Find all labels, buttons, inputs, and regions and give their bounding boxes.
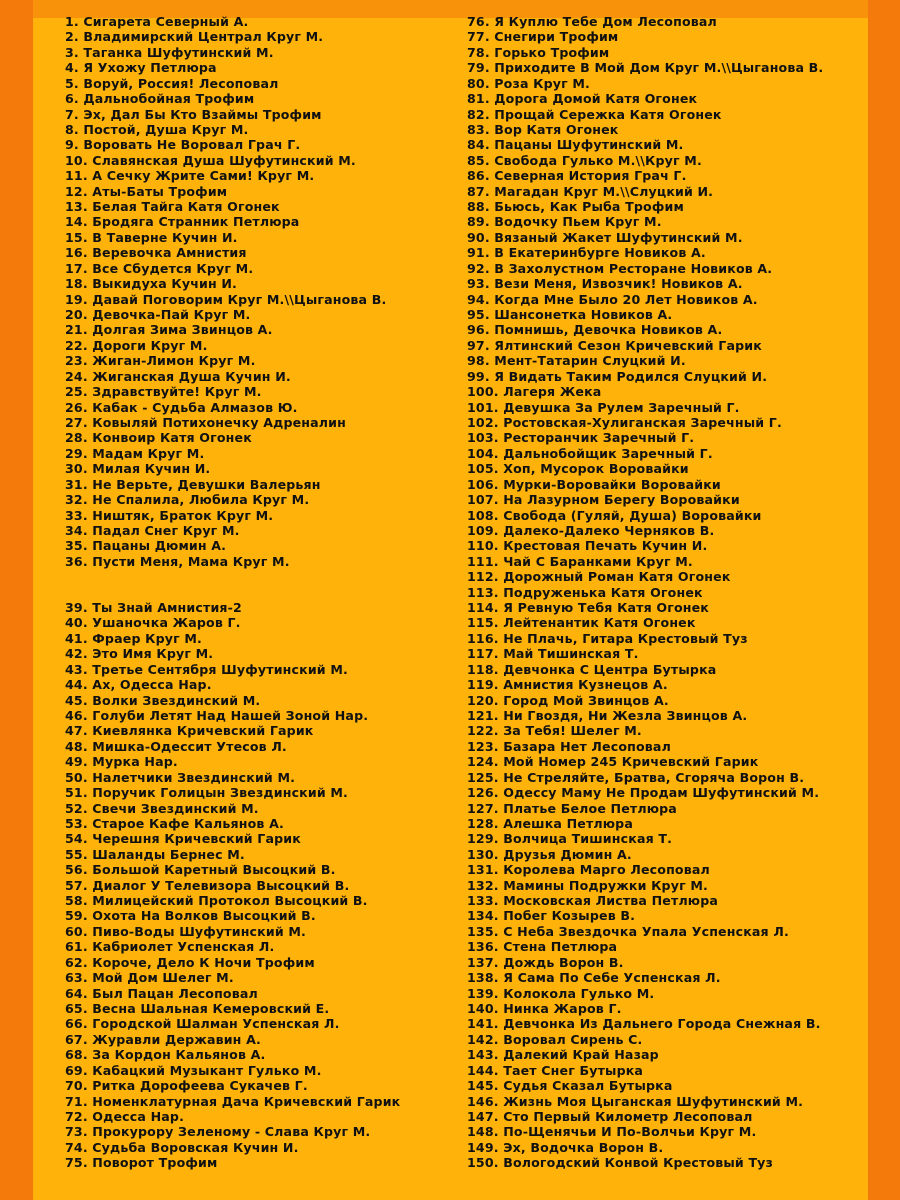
track-item: 66. Городской Шалман Успенская Л.	[65, 1016, 340, 1032]
track-item: 146. Жизнь Моя Цыганская Шуфутинский М.	[467, 1093, 804, 1109]
track-item: 45. Волки Звездинский М.	[65, 692, 261, 708]
list-gap	[65, 569, 455, 600]
track-item: 6. Дальнобойная Трофим	[65, 91, 255, 107]
track-item: 103. Ресторанчик Заречный Г.	[467, 430, 695, 446]
track-item: 104. Дальнобойщик Заречный Г.	[467, 445, 713, 461]
track-item: 141. Девчонка Из Дальнего Города Снежная В.	[467, 1016, 821, 1032]
track-item: 122. За Тебя! Шелег М.	[467, 723, 642, 739]
track-item: 98. Мент-Татарин Слуцкий И.	[467, 353, 686, 369]
track-item: 36. Пусти Меня, Мама Круг М.	[65, 553, 290, 569]
track-item: 55. Шаланды Бернес М.	[65, 846, 245, 862]
track-item: 19. Давай Поговорим Круг М.\\Цыганова В.	[65, 291, 387, 307]
track-item: 120. Город Мой Звинцов А.	[467, 692, 669, 708]
track-item: 21. Долгая Зима Звинцов А.	[65, 322, 273, 338]
track-item: 92. В Захолустном Ресторане Новиков А.	[467, 260, 773, 276]
track-item: 90. Вязаный Жакет Шуфутинский М.	[467, 229, 743, 245]
track-item: 144. Тает Снег Бутырка	[467, 1062, 644, 1078]
track-item: 118. Девчонка С Центра Бутырка	[467, 661, 717, 677]
track-item: 115. Лейтенантик Катя Огонек	[467, 615, 696, 631]
track-item: 87. Магадан Круг М.\\Слуцкий И.	[467, 183, 714, 199]
track-item: 140. Нинка Жаров Г.	[467, 1001, 622, 1016]
track-item: 63. Мой Дом Шелег М.	[65, 970, 234, 986]
track-item: 54. Черешня Кричевский Гарик	[65, 831, 301, 847]
track-item: 136. Стена Петлюра	[467, 939, 618, 955]
track-item: 147. Сто Первый Километр Лесоповал	[467, 1108, 753, 1124]
track-item: 150. Вологодский Конвой Крестовый Туз	[467, 1155, 774, 1171]
track-item: 40. Ушаночка Жаров Г.	[65, 615, 241, 631]
track-item: 57. Диалог У Телевизора Высоцкий В.	[65, 877, 350, 893]
track-item: 48. Мишка-Одессит Утесов Л.	[65, 738, 287, 754]
track-item: 25. Здравствуйте! Круг М.	[65, 384, 262, 400]
track-item: 43. Третье Сентября Шуфутинский М.	[65, 661, 348, 677]
track-item: 105. Хоп, Мусорок Воровайки	[467, 461, 689, 477]
track-item: 127. Платье Белое Петлюра	[467, 800, 677, 816]
tracklist-sheet	[33, 0, 868, 1200]
track-item: 113. Подруженька Катя Огонек	[467, 584, 703, 600]
track-item: 28. Конвоир Катя Огонек	[65, 430, 252, 446]
track-item: 108. Свобода (Гуляй, Душа) Воровайки	[467, 507, 762, 523]
track-item: 112. Дорожный Роман Катя Огонек	[467, 569, 731, 585]
track-item: 27. Ковыляй Потихонечку Адреналин	[65, 414, 347, 430]
track-item: 117. Май Тишинская Т.	[467, 646, 639, 662]
track-item: 47. Киевлянка Кричевский Гарик	[65, 723, 314, 739]
track-item: 2. Владимирский Централ Круг М.	[65, 29, 324, 45]
track-item: 97. Ялтинский Сезон Кричевский Гарик	[467, 337, 762, 353]
track-item: 10. Славянская Душа Шуфутинский М.	[65, 152, 356, 168]
track-item: 109. Далеко-Далеко Черняков В.	[467, 522, 715, 538]
track-item: 4. Я Ухожу Петлюра	[65, 60, 217, 76]
track-item: 114. Я Ревную Тебя Катя Огонек	[467, 600, 710, 616]
track-item: 88. Бьюсь, Как Рыба Трофим	[467, 199, 684, 215]
track-item: 110. Крестовая Печать Кучин И.	[467, 538, 708, 554]
track-item: 80. Роза Круг М.	[467, 75, 590, 91]
track-item: 70. Ритка Дорофеева Сукачев Г.	[65, 1078, 308, 1094]
track-item: 39. Ты Знай Амнистия-2	[65, 600, 242, 616]
track-item: 129. Волчица Тишинская Т.	[467, 831, 673, 847]
track-item: 126. Одессу Маму Не Продам Шуфутинский М.	[467, 785, 820, 801]
track-item: 49. Мурка Нар.	[65, 754, 178, 770]
track-item: 76. Я Куплю Тебе Дом Лесоповал	[467, 14, 717, 29]
track-item: 31. Не Верьте, Девушки Валерьян	[65, 476, 321, 492]
track-item: 58. Милицейский Протокол Высоцкий В.	[65, 893, 368, 909]
track-item: 133. Московская Листва Петлюра	[467, 893, 719, 909]
track-item: 96. Помнишь, Девочка Новиков А.	[467, 322, 723, 338]
track-item: 16. Веревочка Амнистия	[65, 245, 247, 261]
track-item: 107. На Лазурном Берегу Воровайки	[467, 492, 740, 508]
track-item: 53. Старое Кафе Кальянов А.	[65, 815, 284, 831]
track-item: 67. Журавли Державин А.	[65, 1031, 261, 1047]
track-item: 13. Белая Тайга Катя Огонек	[65, 199, 280, 215]
track-item: 7. Эх, Дал Бы Кто Взаймы Трофим	[65, 106, 322, 122]
track-item: 46. Голуби Летят Над Нашей Зоной Нар.	[65, 708, 369, 723]
track-item: 73. Прокурору Зеленому - Слава Круг М.	[65, 1124, 371, 1140]
track-item: 84. Пацаны Шуфутинский М.	[467, 137, 684, 153]
track-item: 148. По-Щенячьи И По-Волчьи Круг М.	[467, 1124, 757, 1140]
track-item: 23. Жиган-Лимон Круг М.	[65, 353, 256, 369]
track-item: 116. Не Плачь, Гитара Крестовый Туз	[467, 630, 748, 646]
track-item: 132. Мамины Подружки Круг М.	[467, 877, 708, 893]
track-item: 85. Свобода Гулько М.\\Круг М.	[467, 152, 702, 168]
track-item: 111. Чай С Баранками Круг М.	[467, 553, 693, 569]
track-item: 135. С Неба Звездочка Упала Успенская Л.	[467, 923, 789, 939]
track-item: 128. Алешка Петлюра	[467, 815, 633, 831]
track-item: 32. Не Спалила, Любила Круг М.	[65, 492, 310, 508]
track-item: 79. Приходите В Мой Дом Круг М.\\Цыганова В.	[467, 60, 824, 76]
track-item: 72. Одесса Нар.	[65, 1108, 185, 1124]
track-item: 93. Вези Меня, Извозчик! Новиков А.	[467, 276, 743, 292]
track-item: 95. Шансонетка Новиков А.	[467, 307, 673, 323]
tracklist-right-column	[467, 14, 867, 1171]
track-item: 64. Был Пацан Лесоповал	[65, 985, 258, 1001]
track-item: 12. Аты-Баты Трофим	[65, 183, 228, 199]
track-item: 50. Налетчики Звездинский М.	[65, 769, 296, 785]
track-item: 11. А Сечку Жрите Сами! Круг М.	[65, 168, 315, 184]
track-item: 142. Воровал Сирень С.	[467, 1031, 643, 1047]
track-item: 77. Снегири Трофим	[467, 29, 619, 45]
track-item: 60. Пиво-Воды Шуфутинский М.	[65, 923, 306, 939]
track-item: 24. Жиганская Душа Кучин И.	[65, 368, 291, 384]
track-item: 8. Постой, Душа Круг М.	[65, 121, 249, 137]
track-item: 138. Я Сама По Себе Успенская Л.	[467, 970, 721, 986]
track-item: 86. Северная История Грач Г.	[467, 168, 687, 184]
track-item: 81. Дорога Домой Катя Огонек	[467, 91, 698, 107]
track-item: 22. Дороги Круг М.	[65, 337, 208, 353]
track-item: 18. Выкидуха Кучин И.	[65, 276, 237, 292]
track-item: 29. Мадам Круг М.	[65, 445, 205, 461]
track-item: 131. Королева Марго Лесоповал	[467, 862, 710, 878]
track-item: 100. Лагеря Жека	[467, 384, 602, 400]
track-item: 94. Когда Мне Было 20 Лет Новиков А.	[467, 291, 758, 307]
track-item: 59. Охота На Волков Высоцкий В.	[65, 908, 316, 924]
track-item: 143. Далекий Край Назар	[467, 1047, 659, 1063]
track-item: 69. Кабацкий Музыкант Гулько М.	[65, 1062, 322, 1078]
track-item: 15. В Таверне Кучин И.	[65, 229, 238, 245]
track-item: 65. Весна Шальная Кемеровский Е.	[65, 1001, 330, 1017]
track-item: 149. Эх, Водочка Ворон В.	[467, 1139, 664, 1155]
track-item: 68. За Кордон Кальянов А.	[65, 1047, 266, 1063]
track-item: 20. Девочка-Пай Круг М.	[65, 307, 251, 323]
track-item: 71. Номенклатурная Дача Кричевский Гарик	[65, 1093, 401, 1109]
track-item: 145. Судья Сказал Бутырка	[467, 1078, 673, 1094]
track-item: 89. Водочку Пьем Круг М.	[467, 214, 662, 230]
track-item: 9. Воровать Не Воровал Грач Г.	[65, 137, 301, 153]
track-item: 119. Амнистия Кузнецов А.	[467, 677, 668, 693]
track-item: 91. В Екатеринбурге Новиков А.	[467, 245, 706, 261]
track-item: 17. Все Сбудется Круг М.	[65, 260, 254, 276]
track-item: 42. Это Имя Круг М.	[65, 646, 214, 662]
track-item: 14. Бродяга Странник Петлюра	[65, 214, 300, 230]
track-item: 52. Свечи Звездинский М.	[65, 800, 259, 816]
track-item: 123. Базара Нет Лесоповал	[467, 738, 671, 754]
track-item: 75. Поворот Трофим	[65, 1155, 218, 1171]
track-item: 5. Воруй, Россия! Лесоповал	[65, 75, 279, 91]
track-item: 56. Большой Каретный Высоцкий В.	[65, 862, 336, 878]
track-item: 41. Фраер Круг М.	[65, 630, 202, 646]
track-item: 139. Колокола Гулько М.	[467, 985, 655, 1001]
track-item: 82. Прощай Сережка Катя Огонек	[467, 106, 722, 122]
track-item: 130. Друзья Дюмин А.	[467, 846, 632, 862]
track-item: 134. Побег Козырев В.	[467, 908, 636, 924]
track-item: 3. Таганка Шуфутинский М.	[65, 44, 274, 60]
track-item: 78. Горько Трофим	[467, 44, 610, 60]
track-item: 30. Милая Кучин И.	[65, 461, 211, 477]
track-item: 101. Девушка За Рулем Заречный Г.	[467, 399, 740, 415]
track-item: 106. Мурки-Воровайки Воровайки	[467, 476, 721, 492]
track-item: 121. Ни Гвоздя, Ни Жезла Звинцов А.	[467, 707, 748, 723]
track-item: 44. Ах, Одесса Нар.	[65, 677, 212, 693]
track-item: 51. Поручик Голицын Звездинский М.	[65, 785, 348, 801]
track-item: 33. Ништяк, Браток Круг М.	[65, 507, 274, 523]
track-item: 35. Пацаны Дюмин А.	[65, 538, 227, 554]
track-item: 102. Ростовская-Хулиганская Заречный Г.	[467, 414, 782, 430]
track-item: 74. Судьба Воровская Кучин И.	[65, 1139, 299, 1155]
track-item: 34. Падал Снег Круг М.	[65, 522, 240, 538]
track-item: 61. Кабриолет Успенская Л.	[65, 939, 275, 955]
track-item: 62. Короче, Дело К Ночи Трофим	[65, 954, 315, 970]
track-item: 137. Дождь Ворон В.	[467, 954, 624, 970]
tracklist-left-column	[65, 14, 455, 1171]
track-item: 99. Я Видать Таким Родился Слуцкий И.	[467, 368, 768, 384]
track-item: 1. Сигарета Северный А.	[65, 14, 249, 29]
track-item: 125. Не Стреляйте, Братва, Сгоряча Ворон В.	[467, 769, 805, 785]
track-item: 26. Кабак - Судьба Алмазов Ю.	[65, 399, 298, 415]
track-item: 83. Вор Катя Огонек	[467, 121, 619, 137]
track-item: 124. Мой Номер 245 Кричевский Гарик	[467, 754, 759, 770]
